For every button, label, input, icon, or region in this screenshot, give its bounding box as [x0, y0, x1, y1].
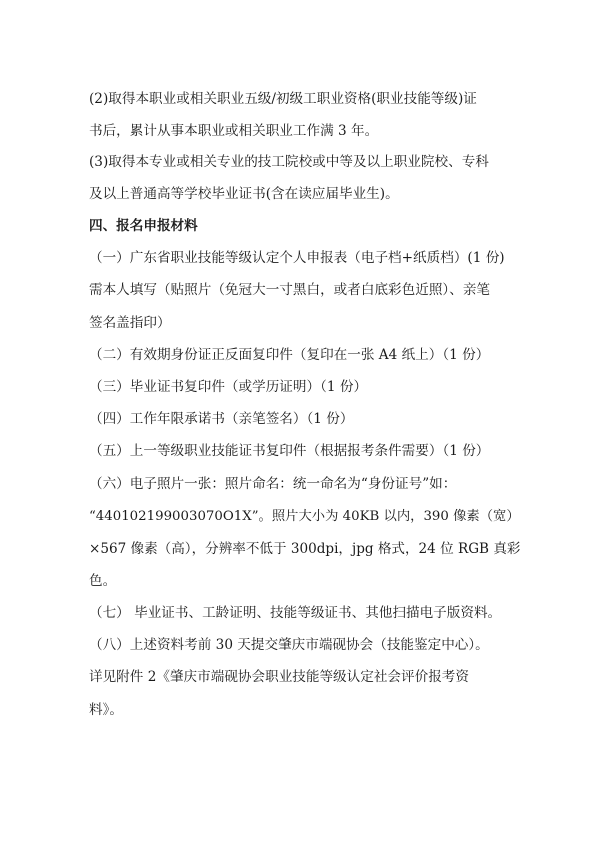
text-line: （四）工作年限承诺书（亲笔签名）（1 份）: [89, 411, 354, 427]
text-line: 详见附件 2《肇庆市端砚协会职业技能等级认定社会评价报考资: [89, 669, 469, 685]
text-line: 签名盖指印）: [89, 315, 171, 331]
text-line: “440102199003070O1X”。照片大小为 40KB 以内，390 像素（宽）: [89, 509, 520, 524]
text-line: （六）电子照片一张：照片命名：统一命名为“身份证号”如：: [89, 476, 457, 492]
text-line: 及以上普通高等学校毕业证书(含在读应届毕业生)。: [89, 186, 399, 202]
text-line: （三）毕业证书复印件（或学历证明）（1 份）: [89, 379, 368, 395]
text-line: 料》。: [89, 702, 123, 718]
text-line: 书后，累计从事本职业或相关职业工作满 3 年。: [89, 123, 379, 139]
text-line: （一）广东省职业技能等级认定个人申报表（电子档+纸质档）(1 份): [89, 250, 505, 266]
text-line: 色。: [89, 573, 117, 589]
text-line: (2)取得本职业或相关职业五级/初级工职业资格(职业技能等级)证: [89, 91, 477, 107]
text-line: （二）有效期身份证正反面复印件（复印在一张 A4 纸上）（1 份）: [89, 347, 490, 363]
text-line: （七） 毕业证书、工龄证明、技能等级证书、其他扫描电子版资料。: [89, 605, 502, 621]
text-line: (3)取得本专业或相关专业的技工院校或中等及以上职业院校、专科: [89, 154, 489, 170]
text-line: （五）上一等级职业技能证书复印件（根据报考条件需要）（1 份）: [89, 443, 490, 459]
text-line: ×567 像素（高），分辨率不低于 300dpi，jpg 格式，24 位 RGB 真彩: [89, 541, 521, 557]
text-line: （八）上述资料考前 30 天提交肇庆市端砚协会（技能鉴定中心）。: [89, 637, 489, 653]
text-line: 需本人填写（贴照片（免冠大一寸黑白，或者白底彩色近照）、亲笔: [89, 282, 491, 298]
section-heading: 四、报名申报材料: [89, 218, 198, 234]
